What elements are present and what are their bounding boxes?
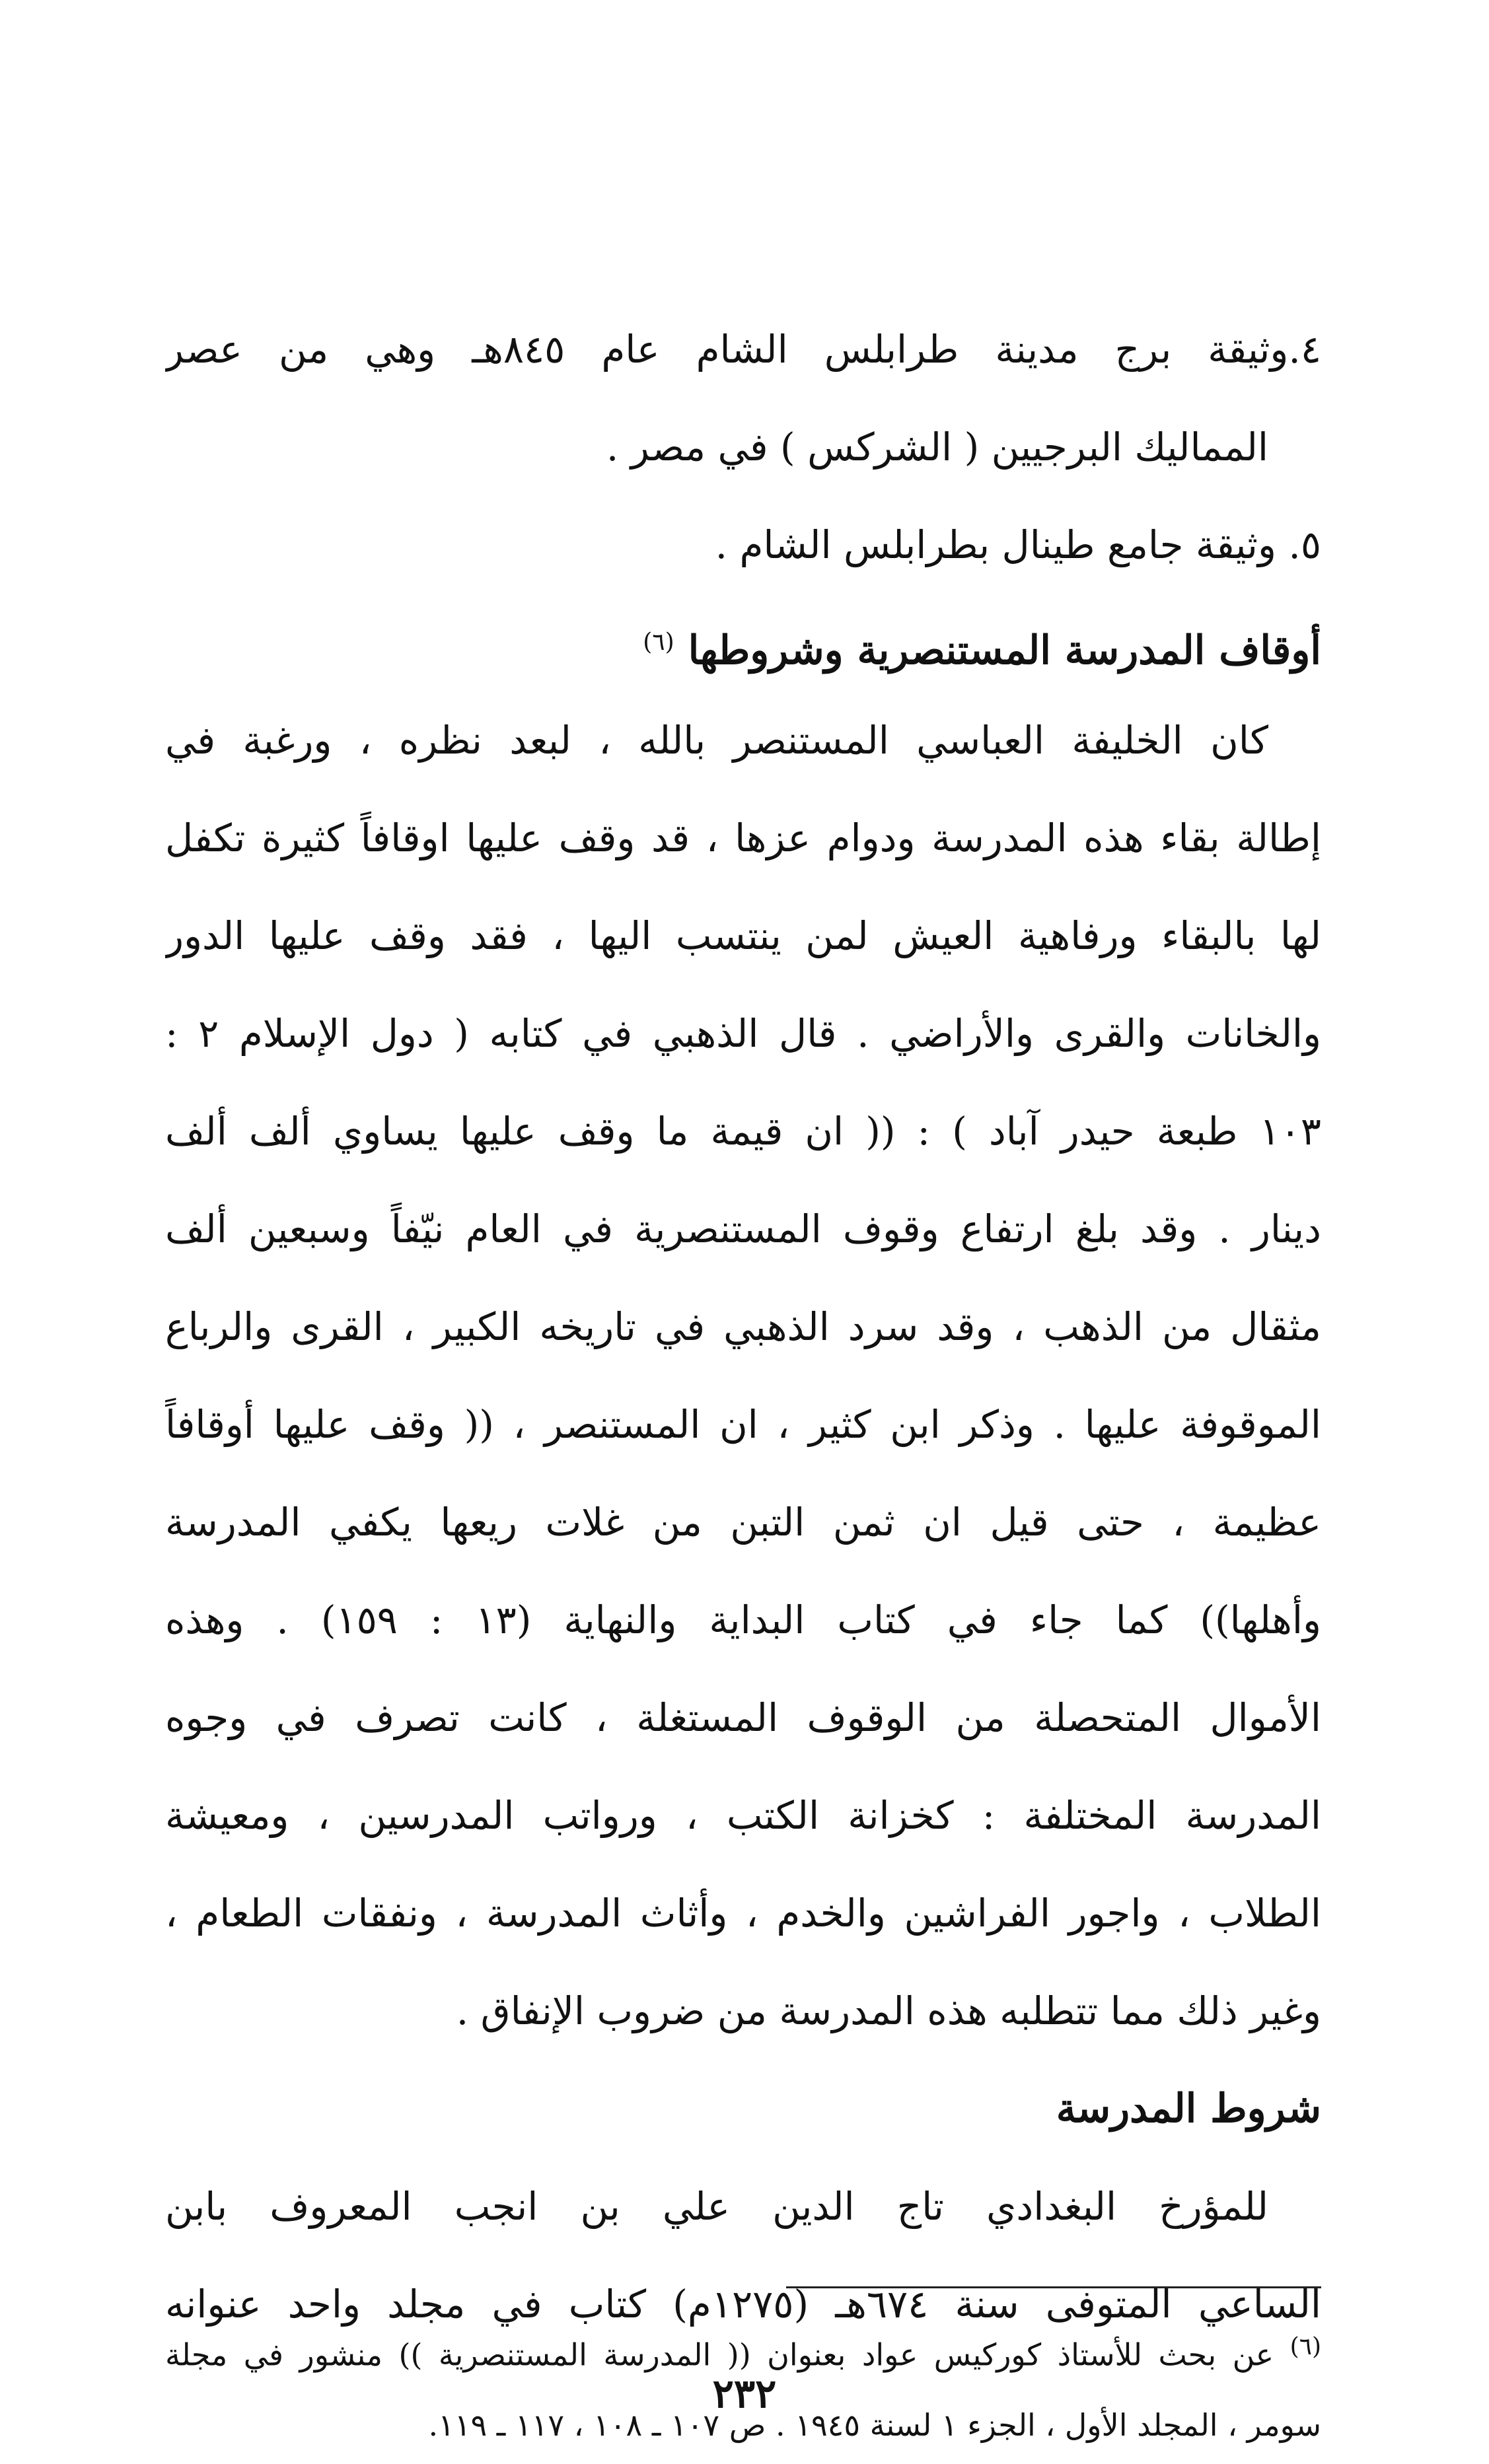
paragraph-line: وأهلها)) كما جاء في كتاب البداية والنهاية (١٣ : ١٥٩) . وهذه [165, 1598, 1321, 1642]
paragraph-line: عظيمة ، حتى قيل ان ثمن التبن من غلات ريعها يكفي المدرسة [165, 1500, 1321, 1545]
paragraph-line: مثقال من الذهب ، وقد سرد الذهبي في تاريخه الكبير ، القرى والرباع [165, 1304, 1321, 1349]
paragraph-line: والخانات والقرى والأراضي . قال الذهبي في كتابه ( دول الإسلام ٢ : [165, 1011, 1321, 1056]
list-item-4-line2: المماليك البرجيين ( الشركس ) في مصر . [606, 425, 1268, 470]
footnote-reference: (٦) [643, 629, 674, 656]
paragraph-line: كان الخليفة العباسي المستنصر بالله ، لبعد نظره ، ورغبة في [165, 718, 1268, 763]
footnote-divider [786, 2286, 1321, 2288]
paragraph-line: الساعي المتوفى سنة ٦٧٤هـ (١٢٧٥م) كتاب في مجلد واحد عنوانه [165, 2282, 1321, 2327]
paragraph-line: لها بالبقاء ورفاهية العيش لمن ينتسب اليها ، فقد وقف عليها الدور [165, 913, 1321, 958]
paragraph-line: المدرسة المختلفة : كخزانة الكتب ، ورواتب المدرسين ، ومعيشة [165, 1793, 1321, 1838]
footnote-line: سومر ، المجلد الأول ، الجزء ١ لسنة ١٩٤٥ . ص ١٠٧ ـ ١٠٨ ، ١١٧ ـ ١١٩. [428, 2407, 1321, 2443]
paragraph-line: الأموال المتحصلة من الوقوف المستغلة ، كانت تصرف في وجوه [165, 1695, 1321, 1740]
page-number: ٢٣٢ [712, 2371, 777, 2417]
footnote-marker: (٦) [1289, 2333, 1321, 2360]
list-item-4-line1: ٤.وثيقة برج مدينة طرابلس الشام عام ٨٤٥هـ وهي من عصر [165, 327, 1321, 372]
section-heading-endowments [165, 594, 1321, 691]
heading-text: أوقاف المدرسة المستنصرية وشروطها [688, 627, 1321, 674]
paragraph-line: للمؤرخ البغدادي تاج الدين علي بن انجب المعروف بابن [165, 2184, 1268, 2229]
paragraph-line: دينار . وقد بلغ ارتفاع وقوف المستنصرية في العام نيّفاً وسبعين ألف [165, 1207, 1321, 1251]
list-item-5: ٥. وثيقة جامع طينال بطرابلس الشام . [715, 522, 1321, 567]
paragraph-line: إطالة بقاء هذه المدرسة ودوام عزها ، قد وقف عليها اوقافاً كثيرة تكفل [165, 816, 1321, 861]
paragraph-line: ١٠٣ طبعة حيدر آباد ) : (( ان قيمة ما وقف عليها يساوي ألف ألف [165, 1109, 1321, 1154]
paragraph-line: الموقوفة عليها . وذكر ابن كثير ، ان المستنصر ، (( وقف عليها أوقافاً [165, 1402, 1321, 1447]
paragraph-line: وغير ذلك مما تتطلبه هذه المدرسة من ضروب الإنفاق . [456, 1989, 1321, 2033]
main-text [165, 300, 1321, 2353]
footnote-text: عن بحث للأستاذ كوركيس عواد بعنوان (( المدرسة المستنصرية )) منشور في مجلة [165, 2337, 1274, 2373]
section-heading-conditions: شروط المدرسة [1056, 2086, 1321, 2132]
paragraph-line: الطلاب ، واجور الفراشين والخدم ، وأثاث المدرسة ، ونفقات الطعام ، [165, 1891, 1321, 1936]
